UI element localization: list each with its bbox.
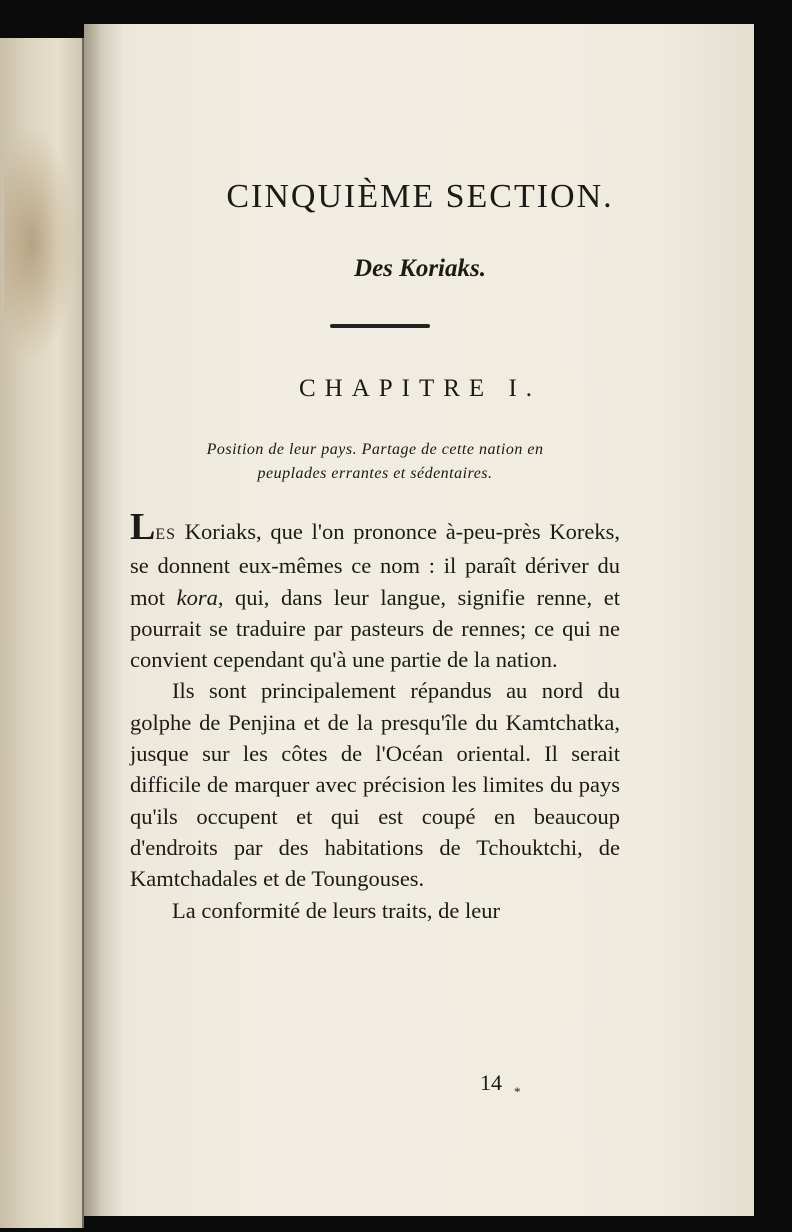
small-caps-text: ES: [155, 526, 177, 543]
chapter-summary: [130, 438, 620, 486]
ornamental-rule: [330, 324, 430, 328]
chapter-summary-line-2: peuplades errantes et sédentaires.: [257, 465, 493, 482]
section-subtitle: Des Koriaks.: [354, 255, 486, 282]
paragraph-1-end: , qui, dans leur langue, signifie renne, et pourrait se traduire par pasteurs de rennes; ce qui ne convient cependant qu'à une partie de la nation.: [130, 584, 620, 673]
chapter-summary-line-1: Position de leur pays. Partage de cette nation en: [206, 441, 544, 458]
drop-cap: L: [130, 506, 156, 548]
paragraph-1: [130, 506, 620, 675]
body-text: [130, 506, 620, 926]
page-number: 14: [480, 1070, 502, 1095]
paragraph-2: Ils sont principalement répandus au nord du golphe de Penjina et de la presqu'île du Kamtchatka, jusque sur les côtes de l'Océan oriental. Il serait difficile de marquer avec précision les limites du pays qu'ils occupent et qui est coupé en beaucoup d'endroits par des habitations de Tchouktchi, de Kamtchadales et de Toungouses.: [130, 678, 620, 892]
signature-mark: *: [514, 1084, 521, 1099]
paragraph-1-text: Koriaks, que l'on prononce à-peu-près Koreks, se donnent eux-mêmes ce nom : il paraît dériver du mot: [130, 519, 620, 610]
paragraph-3: La conformité de leurs traits, de leur: [172, 897, 500, 923]
section-title: CINQUIÈME SECTION.: [226, 178, 614, 215]
chapter-title: CHAPITRE I.: [298, 375, 542, 402]
italic-word: kora: [176, 584, 218, 610]
